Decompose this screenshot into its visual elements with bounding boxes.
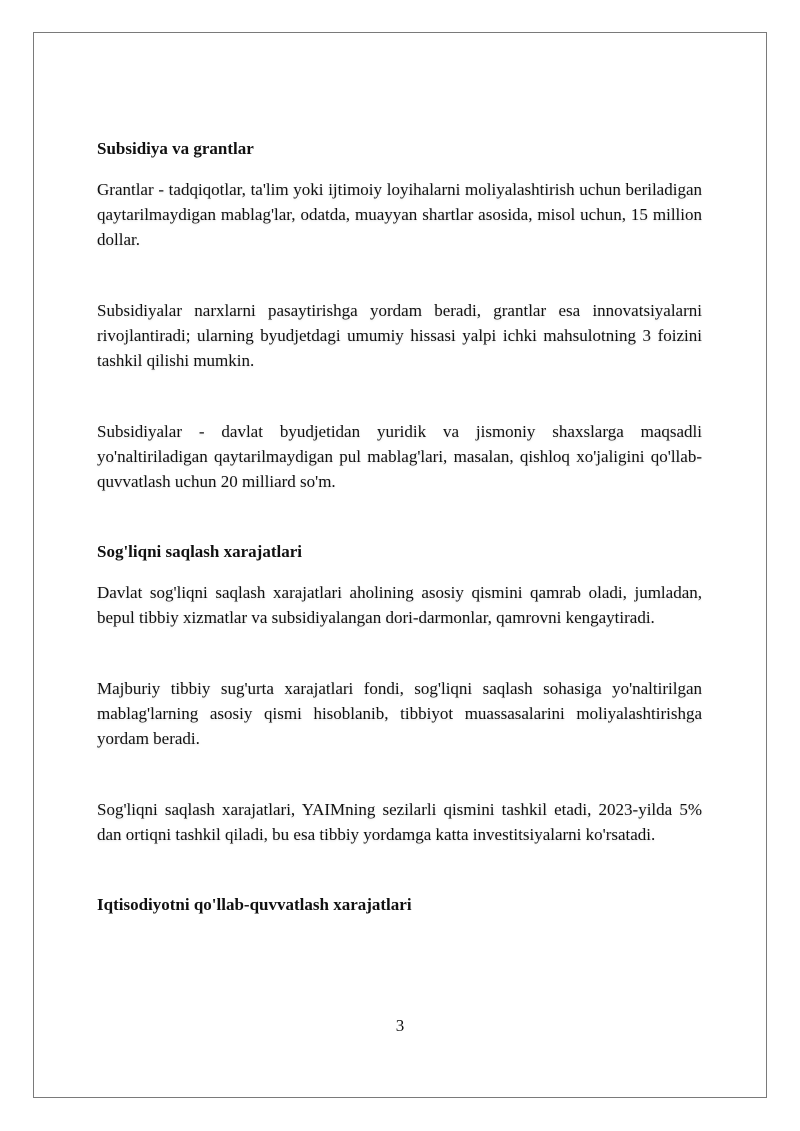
page-number: 3	[395, 1016, 405, 1035]
paragraph-health-coverage: Davlat sog'liqni saqlash xarajatlari aholining asosiy qismini qamrab oladi, jumladan, bepul tibbiy xizmatlar va subsidiyalangan dori-darmonlar, qamrovni kengaytiradi.	[97, 583, 702, 627]
section-heading-subsidies: Subsidiya va grantlar	[97, 139, 254, 158]
document-body	[97, 137, 702, 917]
paragraph-subsidies-prices: Subsidiyalar narxlarni pasaytirishga yordam beradi, grantlar esa innovatsiyalarni rivojlantiradi; ularning byudjetdagi umumiy hissasi yalpi ichki mahsulotning 3 foizini tashkil qilishi mumkin.	[97, 301, 702, 370]
paragraph-subsidies-definition: Subsidiyalar - davlat byudjetidan yuridik va jismoniy shaxslarga maqsadli yo'naltiriladigan qaytarilmaydigan pul mablag'lari, masalan, qishloq xo'jaligini qo'llab-quvvatlash uchun 20 milliard so'm.	[97, 422, 702, 491]
section-heading-healthcare: Sog'liqni saqlash xarajatlari	[97, 542, 302, 561]
paragraph-grants: Grantlar - tadqiqotlar, ta'lim yoki ijtimoiy loyihalarni moliyalashtirish uchun beriladigan qaytarilmaydigan mablag'lar, odatda, muayyan shartlar asosida, misol uchun, 15 million dollar.	[97, 180, 702, 249]
paragraph-health-insurance: Majburiy tibbiy sug'urta xarajatlari fondi, sog'liqni saqlash sohasiga yo'naltirilgan mablag'larning asosiy qismi hisoblanib, tibbiyot muassasalarini moliyalashtirishga yordam beradi.	[97, 679, 702, 748]
section-heading-economic-support: Iqtisodiyotni qo'llab-quvvatlash xarajatlari	[97, 895, 412, 914]
paragraph-health-gdp: Sog'liqni saqlash xarajatlari, YAIMning sezilarli qismini tashkil etadi, 2023-yilda 5% dan ortiqni tashkil qiladi, bu esa tibbiy yordamga katta investitsiyalarni ko'rsatadi.	[97, 800, 702, 844]
